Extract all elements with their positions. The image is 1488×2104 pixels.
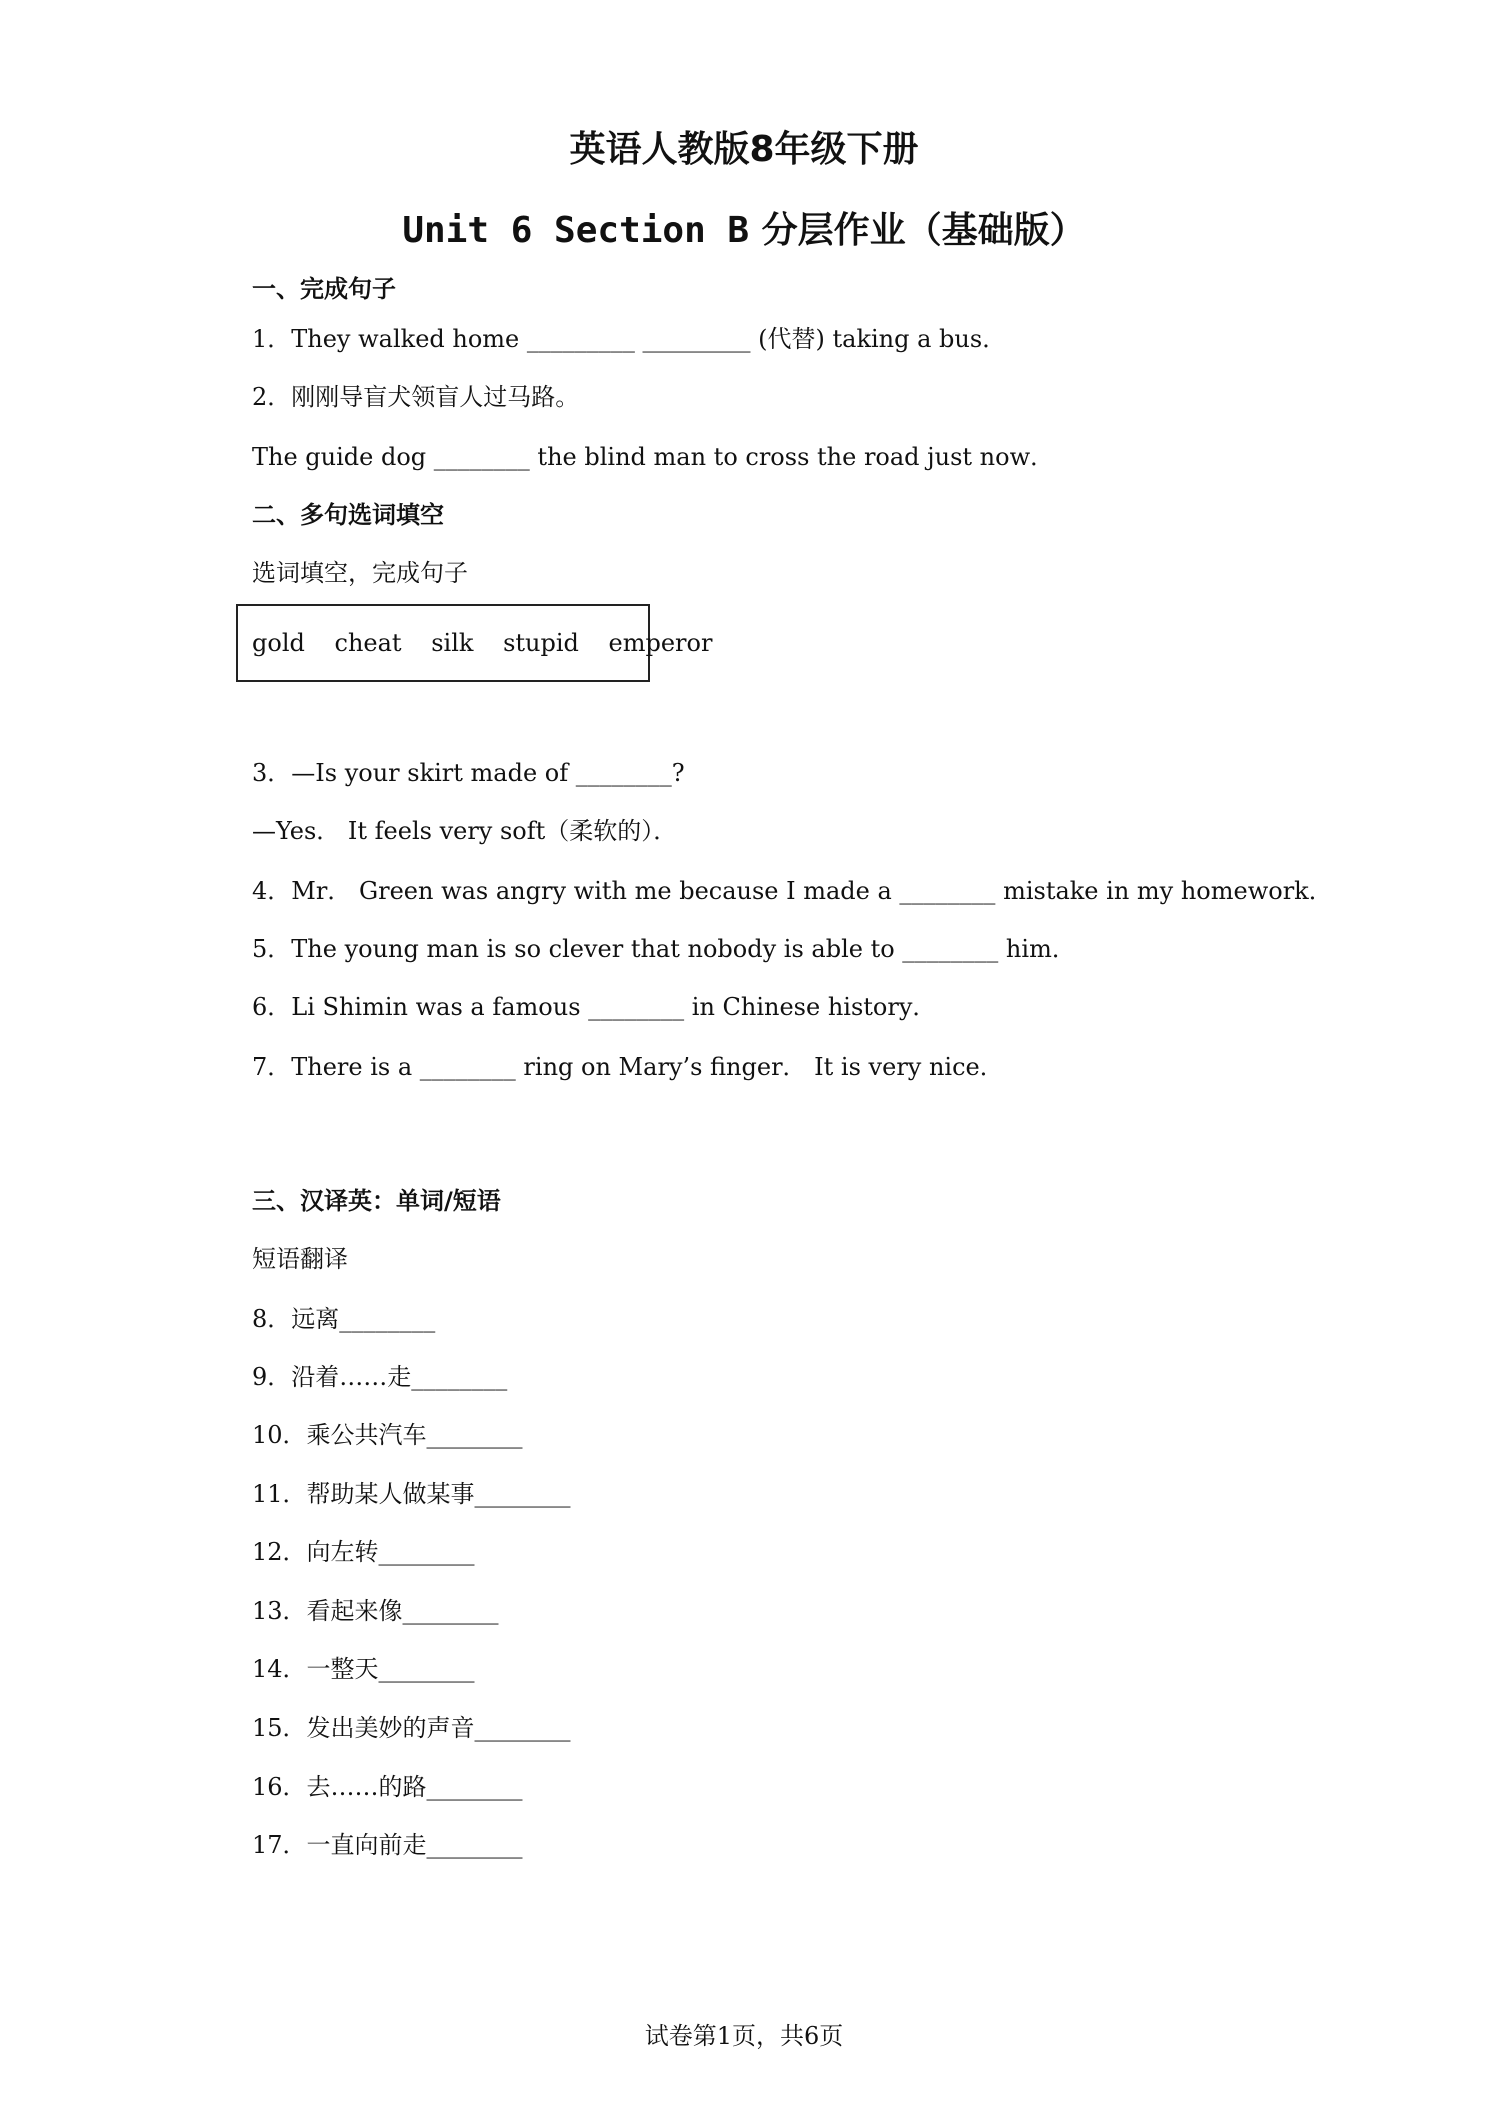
word-bank-item: gold [252,629,305,657]
phrase-item: 13．看起来像________ [252,1597,499,1625]
section2-heading: 二、多句选词填空 [252,501,444,529]
section3-instruction: 短语翻译 [252,1245,348,1273]
section1-heading: 一、完成句子 [252,275,396,303]
question-1: 1．They walked home _________ _________ (代替) taking a bus． [252,325,1007,353]
phrase-item: 15．发出美妙的声音________ [252,1714,571,1742]
subtitle-unit: Unit 6 Section B [402,210,750,251]
word-bank-item: emperor [608,629,713,657]
word-bank-item: stupid [503,629,579,657]
question-3: 3．—Is your skirt made of ________? [252,759,685,787]
phrase-item: 8．远离________ [252,1305,436,1333]
section3-heading: 三、汉译英：单词/短语 [252,1187,501,1215]
phrase-item: 9．沿着……走________ [252,1363,508,1391]
question-7: 7．There is a ________ ring on Mary’s finger． It is very nice． [252,1053,1004,1081]
document-title: 英语人教版8年级下册 [569,129,919,170]
phrase-item: 11．帮助某人做某事________ [252,1480,571,1508]
phrase-item: 17．一直向前走________ [252,1831,523,1859]
phrase-item: 10．乘公共汽车________ [252,1421,523,1449]
page-footer: 试卷第1页，共6页 [644,2022,844,2050]
phrase-item: 12．向左转________ [252,1538,475,1566]
question-3-reply: —Yes． It feels very soft（柔软的）． [252,817,678,845]
question-2-english: The guide dog ________ the blind man to cross the road just now． [252,443,1055,471]
question-6: 6．Li Shimin was a famous ________ in Chinese history． [252,993,937,1021]
phrase-item: 14．一整天________ [252,1655,475,1683]
word-bank-item: cheat [334,629,402,657]
document-subtitle [0,208,1488,253]
word-bank-item: silk [431,629,474,657]
question-4: 4．Mr． Green was angry with me because I made a ________ mistake in my homework． [252,877,1333,905]
question-2-chinese: 2．刚刚导盲犬领盲人过马路。 [252,383,580,411]
word-bank-box [236,604,713,682]
subtitle-level: 分层作业（基础版） [761,210,1086,251]
section2-instruction: 选词填空，完成句子 [252,559,468,587]
phrase-item: 16．去……的路________ [252,1773,523,1801]
question-5: 5．The young man is so clever that nobody is able to ________ him． [252,935,1076,963]
